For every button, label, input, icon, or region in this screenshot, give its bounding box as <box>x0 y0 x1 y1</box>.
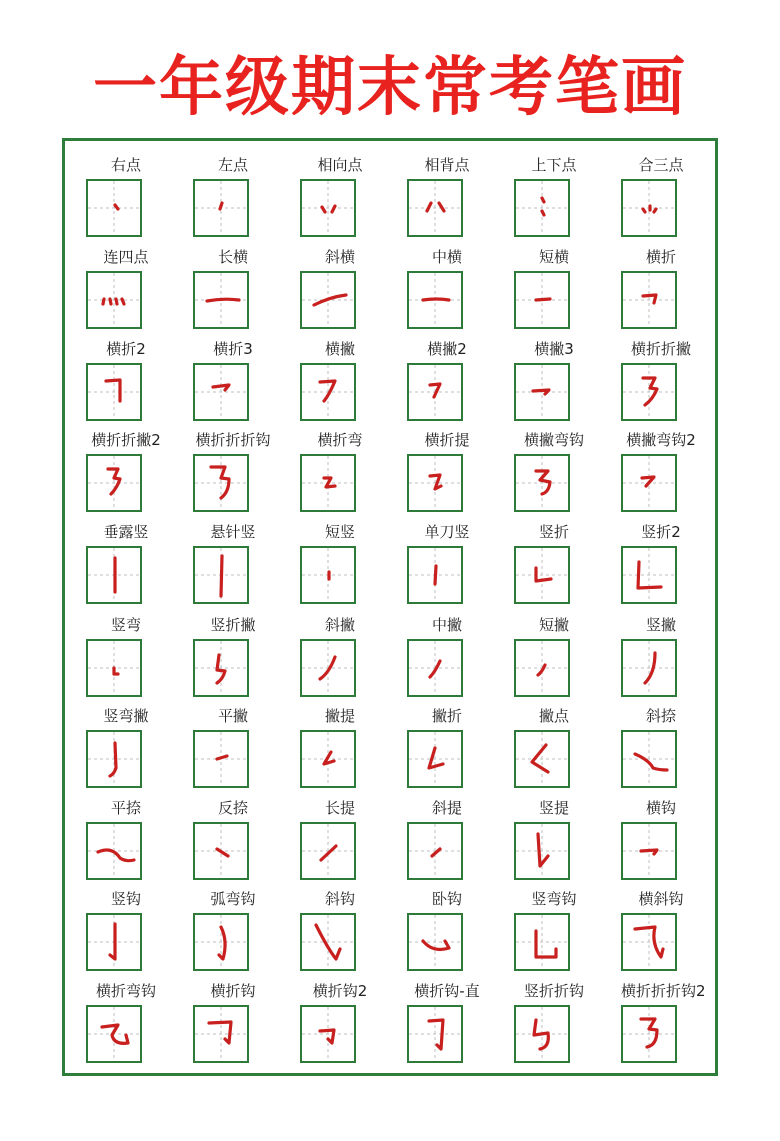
stroke-label: 横折折折钩2 <box>621 982 706 1000</box>
stroke-label: 垂露竖 <box>103 523 149 541</box>
stroke-cell <box>615 339 695 359</box>
stroke-path <box>115 205 118 209</box>
practice-box <box>514 639 570 697</box>
stroke-cell <box>401 615 481 635</box>
stroke-label: 横折钩2 <box>312 982 368 1000</box>
dot-left-stroke-icon <box>195 181 247 235</box>
practice-box <box>621 730 677 788</box>
stroke-cell <box>401 155 481 175</box>
stroke-cell <box>187 981 267 1001</box>
practice-box <box>407 546 463 604</box>
stroke-cell <box>294 798 374 818</box>
stroke-label: 连四点 <box>103 248 149 266</box>
horizontal-left-falling-stroke-icon <box>302 365 354 419</box>
stroke-cell <box>80 615 160 635</box>
practice-box <box>193 546 249 604</box>
practice-box <box>193 639 249 697</box>
horizontal-turn-bend-stroke-icon <box>302 456 354 510</box>
practice-box <box>407 179 463 237</box>
practice-box <box>193 179 249 237</box>
stroke-cell <box>401 706 481 726</box>
stroke-label: 竖折2 <box>641 523 681 541</box>
practice-box <box>514 913 570 971</box>
vertical-bend-hook-stroke-icon <box>516 915 568 969</box>
horizontal-left-falling-bend-hook-stroke-icon <box>516 456 568 510</box>
practice-box <box>514 730 570 788</box>
stroke-chart-panel <box>62 138 718 1076</box>
vertical-turn-left-falling-stroke-icon <box>195 641 247 695</box>
horizontal-turn-hook-2-stroke-icon <box>302 1007 354 1061</box>
practice-box <box>621 454 677 512</box>
stroke-cell <box>294 981 374 1001</box>
horizontal-hook-stroke-icon <box>623 824 675 878</box>
vertical-rise-stroke-icon <box>516 824 568 878</box>
stroke-label: 平撇 <box>217 707 248 725</box>
opposing-dots-stroke-icon <box>409 181 461 235</box>
vertical-hook-stroke-icon <box>88 915 140 969</box>
stroke-label: 斜钩 <box>324 890 355 908</box>
stroke-path <box>324 752 334 764</box>
stroke-cell <box>401 339 481 359</box>
stroke-label: 横折 <box>645 248 676 266</box>
stroke-cell <box>80 247 160 267</box>
horizontal-turn-turn-left-falling-stroke-icon <box>623 365 675 419</box>
stroke-label: 竖折折钩 <box>523 982 584 1000</box>
slanted-horizontal-stroke-icon <box>302 273 354 327</box>
practice-box <box>621 271 677 329</box>
dot-right-stroke-icon <box>88 181 140 235</box>
practice-box <box>514 546 570 604</box>
stroke-cell <box>615 798 695 818</box>
stroke-label: 竖撇 <box>645 616 676 634</box>
three-dots-stroke-icon <box>623 181 675 235</box>
stroke-path <box>536 299 550 300</box>
short-horizontal-stroke-icon <box>516 273 568 327</box>
stroke-path <box>641 850 657 854</box>
horizontal-left-falling-bend-hook-2-stroke-icon <box>623 456 675 510</box>
vertical-turn-stroke-icon <box>516 548 568 602</box>
practice-box <box>86 913 142 971</box>
practice-box <box>407 454 463 512</box>
practice-box <box>86 822 142 880</box>
stroke-label: 反捺 <box>217 799 248 817</box>
stroke-label: 撇点 <box>538 707 569 725</box>
stroke-label: 斜横 <box>324 248 355 266</box>
practice-box <box>193 913 249 971</box>
four-dots-stroke-icon <box>88 273 140 327</box>
stroke-cell <box>508 706 588 726</box>
stroke-label: 上下点 <box>531 156 577 174</box>
practice-box <box>193 1005 249 1063</box>
vertical-left-falling-stroke-icon <box>623 641 675 695</box>
stroke-label: 斜撇 <box>324 616 355 634</box>
stroke-label: 短横 <box>538 248 569 266</box>
stroke-label: 相背点 <box>424 156 470 174</box>
short-vertical-stroke-icon <box>302 548 354 602</box>
stroke-path <box>430 661 440 677</box>
practice-box <box>86 271 142 329</box>
practice-box <box>193 271 249 329</box>
practice-box <box>193 822 249 880</box>
stroke-cell <box>401 247 481 267</box>
practice-box <box>300 730 356 788</box>
horizontal-left-falling-3-stroke-icon <box>516 365 568 419</box>
practice-box <box>300 639 356 697</box>
stroke-path <box>217 849 228 856</box>
horizontal-turn-hook-straight-stroke-icon <box>409 1007 461 1061</box>
vertical-bend-stroke-icon <box>88 641 140 695</box>
stroke-path <box>435 566 436 584</box>
stroke-label: 横撇弯钩2 <box>626 431 696 449</box>
horizontal-slanted-hook-stroke-icon <box>623 915 675 969</box>
practice-box <box>621 179 677 237</box>
stroke-cell <box>294 706 374 726</box>
stroke-cell <box>187 155 267 175</box>
stroke-cell <box>615 155 695 175</box>
stroke-cell <box>80 706 160 726</box>
stroke-path <box>110 299 111 304</box>
horizontal-left-falling-2-stroke-icon <box>409 365 461 419</box>
stroke-label: 竖弯 <box>110 616 141 634</box>
left-falling-dot-stroke-icon <box>516 732 568 786</box>
stroke-label: 横折钩 <box>210 982 256 1000</box>
stroke-path <box>538 834 548 866</box>
stroke-path <box>221 556 222 596</box>
stroke-cell <box>294 155 374 175</box>
page-title: 一年级期末常考笔画 <box>93 51 687 125</box>
needle-vertical-stroke-icon <box>195 548 247 602</box>
stroke-cell <box>508 981 588 1001</box>
stroke-label: 竖弯撇 <box>103 707 149 725</box>
stroke-label: 横折折撇2 <box>91 431 161 449</box>
horizontal-turn-bend-hook-stroke-icon <box>88 1007 140 1061</box>
stroke-cell <box>508 798 588 818</box>
practice-box <box>514 363 570 421</box>
stroke-cell <box>294 339 374 359</box>
stroke-label: 横折弯钩 <box>95 982 156 1000</box>
practice-box <box>407 1005 463 1063</box>
stroke-cell <box>401 430 481 450</box>
vertical-turn-2-stroke-icon <box>623 548 675 602</box>
practice-box <box>300 822 356 880</box>
practice-box <box>300 454 356 512</box>
practice-box <box>193 454 249 512</box>
stroke-cell <box>401 522 481 542</box>
stroke-cell <box>401 889 481 909</box>
stroke-path <box>542 198 544 202</box>
practice-box <box>193 730 249 788</box>
horizontal-triple-turn-hook-2-stroke-icon <box>623 1007 675 1061</box>
practice-box <box>407 730 463 788</box>
horizontal-turn-2-stroke-icon <box>88 365 140 419</box>
stroke-path <box>642 477 654 486</box>
stroke-label: 斜提 <box>431 799 462 817</box>
stroke-label: 竖弯钩 <box>531 890 577 908</box>
stroke-cell <box>508 247 588 267</box>
vertical-turn-turn-hook-stroke-icon <box>516 1007 568 1061</box>
horizontal-turn-rise-stroke-icon <box>409 456 461 510</box>
stroke-label: 合三点 <box>638 156 684 174</box>
stroke-path <box>219 927 225 959</box>
stroke-label: 卧钩 <box>431 890 462 908</box>
practice-box <box>407 913 463 971</box>
stroke-label: 撇折 <box>431 707 462 725</box>
stroke-label: 横撇 <box>324 340 355 358</box>
stroke-path <box>116 299 117 304</box>
practice-box <box>300 179 356 237</box>
stroke-path <box>332 206 335 212</box>
stroke-cell <box>294 247 374 267</box>
stroke-path <box>114 668 118 674</box>
stroke-path <box>439 203 444 211</box>
curved-hook-stroke-icon <box>195 915 247 969</box>
practice-box <box>300 546 356 604</box>
stroke-cell <box>187 615 267 635</box>
stroke-path <box>534 1020 548 1049</box>
short-left-falling-stroke-icon <box>516 641 568 695</box>
stroke-cell <box>294 522 374 542</box>
stroke-path <box>542 211 544 215</box>
stroke-label: 左点 <box>217 156 248 174</box>
stroke-label: 撇提 <box>324 707 355 725</box>
slanted-right-falling-stroke-icon <box>623 732 675 786</box>
stroke-label: 长横 <box>217 248 248 266</box>
stroke-label: 横撇3 <box>534 340 574 358</box>
stroke-path <box>432 849 440 856</box>
practice-box <box>86 179 142 237</box>
stroke-label: 弧弯钩 <box>210 890 256 908</box>
stroke-label: 横折2 <box>106 340 146 358</box>
stroke-cell <box>187 339 267 359</box>
lying-hook-stroke-icon <box>409 915 461 969</box>
stroke-label: 短竖 <box>324 523 355 541</box>
dewdrop-vertical-stroke-icon <box>88 548 140 602</box>
practice-box <box>621 822 677 880</box>
stroke-label: 中横 <box>431 248 462 266</box>
stroke-path <box>209 1022 231 1043</box>
stroke-cell <box>187 706 267 726</box>
stroke-cell <box>80 522 160 542</box>
stroke-label: 横撇2 <box>427 340 467 358</box>
middle-left-falling-stroke-icon <box>409 641 461 695</box>
stroke-cell <box>187 522 267 542</box>
stroke-label: 横斜钩 <box>638 890 684 908</box>
horizontal-turn-turn-left-falling-2-stroke-icon <box>88 456 140 510</box>
long-horizontal-stroke-icon <box>195 273 247 327</box>
stroke-path <box>654 209 656 212</box>
stroke-path <box>122 299 124 304</box>
practice-box <box>621 913 677 971</box>
practice-box <box>621 639 677 697</box>
practice-box <box>407 271 463 329</box>
practice-box <box>86 730 142 788</box>
stroke-label: 相向点 <box>317 156 363 174</box>
long-rise-stroke-icon <box>302 824 354 878</box>
practice-box <box>86 363 142 421</box>
practice-box <box>514 179 570 237</box>
stroke-label: 长提 <box>324 799 355 817</box>
stroke-cell <box>615 889 695 909</box>
stroke-cell <box>294 889 374 909</box>
stroke-cell <box>508 339 588 359</box>
stroke-cell <box>401 798 481 818</box>
stroke-cell <box>615 522 695 542</box>
stroke-path <box>423 299 449 300</box>
stroke-cell <box>80 798 160 818</box>
stroke-cell <box>508 155 588 175</box>
stroke-cell <box>615 981 706 1001</box>
stroke-cell <box>508 889 588 909</box>
middle-horizontal-stroke-icon <box>409 273 461 327</box>
facing-dots-stroke-icon <box>302 181 354 235</box>
practice-box <box>407 363 463 421</box>
practice-box <box>300 913 356 971</box>
stroke-label: 横折折折钩 <box>195 431 271 449</box>
stroke-label: 短撇 <box>538 616 569 634</box>
stroke-label: 竖钩 <box>110 890 141 908</box>
stroke-label: 斜捺 <box>645 707 676 725</box>
stroke-label: 横折3 <box>213 340 253 358</box>
slanted-rise-stroke-icon <box>409 824 461 878</box>
flat-left-falling-stroke-icon <box>195 732 247 786</box>
stroke-label: 横钩 <box>645 799 676 817</box>
stroke-path <box>643 209 645 212</box>
horizontal-turn-hook-stroke-icon <box>195 1007 247 1061</box>
stroke-label: 横折弯 <box>317 431 363 449</box>
practice-box <box>300 271 356 329</box>
left-falling-rise-stroke-icon <box>302 732 354 786</box>
stroke-cell <box>508 522 588 542</box>
practice-box <box>407 639 463 697</box>
stroke-cell <box>80 155 160 175</box>
stroke-label: 竖折撇 <box>210 616 256 634</box>
stroke-cell <box>401 981 481 1001</box>
stroke-label: 平捺 <box>110 799 141 817</box>
stroke-path <box>635 754 667 770</box>
flat-right-falling-stroke-icon <box>88 824 140 878</box>
stroke-cell <box>187 430 271 450</box>
stroke-cell <box>615 706 695 726</box>
stroke-label: 横折钩-直 <box>414 982 480 1000</box>
practice-box <box>514 822 570 880</box>
stroke-cell <box>294 615 374 635</box>
vertical-bend-left-falling-stroke-icon <box>88 732 140 786</box>
practice-box <box>86 454 142 512</box>
practice-box <box>300 1005 356 1063</box>
practice-box <box>86 1005 142 1063</box>
stroke-path <box>322 207 325 212</box>
stroke-label: 单刀竖 <box>424 523 470 541</box>
slanted-hook-stroke-icon <box>302 915 354 969</box>
horizontal-turn-stroke-icon <box>623 273 675 327</box>
practice-box <box>514 454 570 512</box>
stroke-cell <box>615 615 695 635</box>
practice-box <box>193 363 249 421</box>
stroke-path <box>98 850 134 861</box>
stroke-path <box>427 203 431 211</box>
stroke-cell <box>187 889 267 909</box>
stroke-label: 横撇弯钩 <box>523 431 584 449</box>
stroke-label: 中撇 <box>431 616 462 634</box>
stroke-cell <box>615 430 695 450</box>
stroke-cell <box>187 247 267 267</box>
practice-box <box>407 822 463 880</box>
stroke-label: 横折折撇 <box>630 340 691 358</box>
stroke-label: 竖提 <box>538 799 569 817</box>
stroke-path <box>533 390 549 394</box>
stroke-path <box>314 295 346 305</box>
practice-box <box>621 363 677 421</box>
stroke-cell <box>80 889 160 909</box>
stroke-cell <box>615 247 695 267</box>
practice-box <box>86 546 142 604</box>
practice-box <box>86 639 142 697</box>
stroke-path <box>106 380 120 401</box>
reverse-right-falling-stroke-icon <box>195 824 247 878</box>
practice-box <box>514 1005 570 1063</box>
stroke-label: 竖折 <box>538 523 569 541</box>
stroke-path <box>220 203 222 209</box>
stroke-path <box>429 748 443 768</box>
stroke-label: 右点 <box>110 156 141 174</box>
blade-vertical-stroke-icon <box>409 548 461 602</box>
horizontal-turn-3-stroke-icon <box>195 365 247 419</box>
stroke-cell <box>508 615 588 635</box>
stroke-cell <box>187 798 267 818</box>
horizontal-triple-turn-hook-stroke-icon <box>195 456 247 510</box>
upper-lower-dots-stroke-icon <box>516 181 568 235</box>
left-falling-turn-stroke-icon <box>409 732 461 786</box>
stroke-cell <box>80 339 160 359</box>
stroke-cell <box>294 430 374 450</box>
stroke-label: 横折提 <box>424 431 470 449</box>
slanted-left-falling-stroke-icon <box>302 641 354 695</box>
stroke-label: 悬针竖 <box>210 523 256 541</box>
stroke-path <box>103 299 104 304</box>
stroke-path <box>320 1030 334 1043</box>
stroke-path <box>207 299 239 301</box>
practice-box <box>300 363 356 421</box>
stroke-cell <box>80 981 160 1001</box>
practice-box <box>621 546 677 604</box>
practice-box <box>621 1005 677 1063</box>
practice-box <box>514 271 570 329</box>
stroke-cell <box>508 430 588 450</box>
stroke-path <box>536 931 556 957</box>
stroke-cell <box>80 430 160 450</box>
